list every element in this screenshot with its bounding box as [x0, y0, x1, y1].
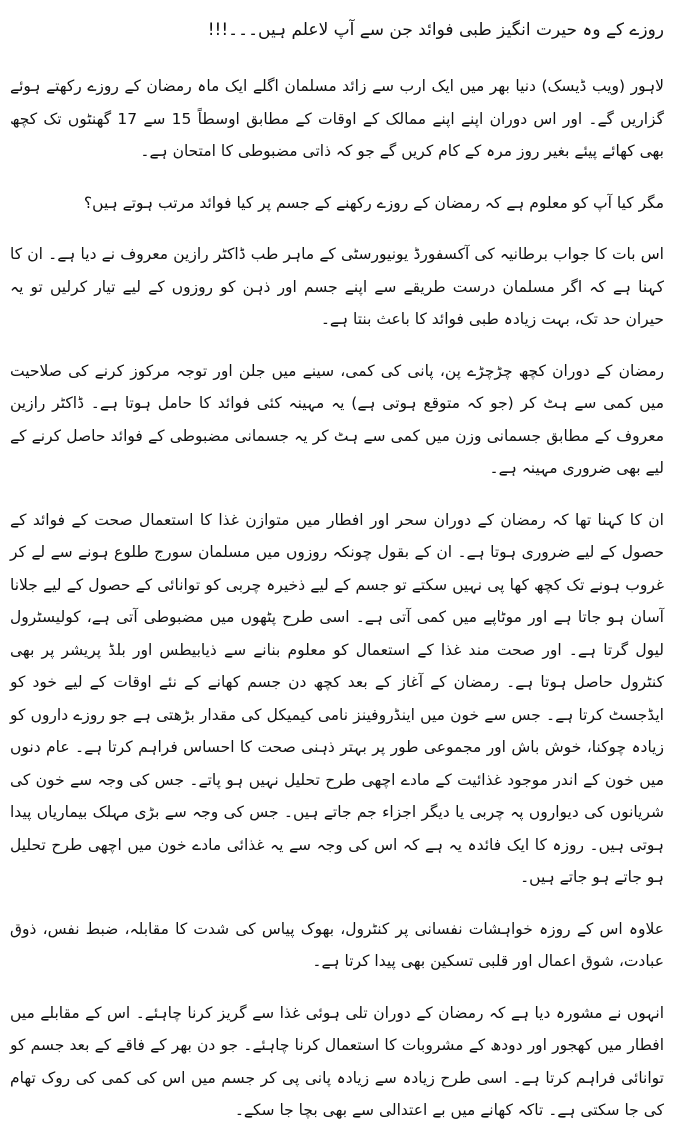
article-title: روزے کے وہ حیرت انگیز طبی فوائد جن سے آپ لاعلم ہیں۔۔۔!!!	[207, 20, 664, 40]
article-paragraph-advice: انہوں نے مشورہ دیا ہے کہ رمضان کے دوران تلی ہوئی غذا سے گریز کرنا چاہئے۔ اس کے مقابلے میں افطار میں کھجور اور دودھ کے مشروبات کا استعمال کرنا چاہئے۔ جو دن بھر کے فاقے کے بعد جسم کو توانائی فراہم کرتا ہے۔ اسی طرح زیادہ سے زیادہ پانی پی کر جسم میں اس کی کمی کی روک تھام کی جا سکتی ہے۔ تاکہ کھانے میں بے اعتدالی سے بھی بچا جا سکے۔	[10, 1003, 664, 1119]
article-paragraph-spiritual: علاوہ اس کے روزہ خواہشات نفسانی پر کنٹرول، بھوک پیاس کی شدت کا مقابلہ، ضبط نفس، ذوق عبادت، شوق اعمال اور قلبی تسکین بھی پیدا کرتا ہے۔	[10, 919, 664, 970]
article-paragraph-diet: ان کا کہنا تھا کہ رمضان کے دوران سحر اور افطار میں متوازن غذا کا استعمال صحت کے فوائد کے حصول کے لیے ضروری ہوتا ہے۔ ان کے بقول چونکہ روزوں میں مسلمان سورج طلوع ہونے سے لے کر غروب ہونے تک کچھ کھا پی نہیں سکتے تو جسم کے لیے ذخیرہ چربی کو توانائی کے حصول کے لیے جلانا آسان ہو جاتا ہے اور موٹاپے میں کمی آتی ہے۔ اسی طرح پٹھوں میں مضبوطی آتی ہے، کولیسٹرول لیول گرتا ہے۔ اور صحت مند غذا کے استعمال کو معلوم بنانے سے ذیابیطس اور بلڈ پریشر پر بھی کنٹرول حاصل ہوتا ہے۔ رمضان کے آغاز کے بعد کچھ دن جسم کھانے کے نئے اوقات کے لیے خود کو ایڈجسٹ کرتا ہے۔ جس سے خون میں اینڈروفینز نامی کیمیکل کی مقدار بڑھتی ہے جو روزے داروں کو زیادہ چوکنا، خوش باش اور مجموعی طور پر بہتر ذہنی صحت کا احساس فراہم کرتا ہے۔ عام دنوں میں خون کے اندر موجود غذائیت کے مادے اچھی طرح تحلیل نہیں ہو پاتے۔ جس کی وجہ سے خون کی شریانوں کی دیواروں پہ چربی یا دیگر اجزاء جم جاتے ہیں۔ جس کی وجہ سے بڑی مہلک بیماریاں پیدا ہوتی ہیں۔ روزہ کا ایک فائدہ یہ ہے کہ اس کی وجہ سے یہ غذائی مادے خون میں اچھی طرح تحلیل ہو جاتے ہو جاتے ہیں۔	[10, 510, 664, 886]
article-paragraph-answer: اس بات کا جواب برطانیہ کی آکسفورڈ یونیورسٹی کے ماہر طب ڈاکٹر رازین معروف نے دیا ہے۔ ان کا کہنا ہے کہ اگر مسلمان درست طریقے سے اپنے جسم اور ذہن کو روزوں کے لیے تیار کرلیں تو یہ حیران حد تک، بہت زیادہ طبی فوائد کا باعث بنتا ہے۔	[10, 245, 664, 328]
article-paragraph-benefits: رمضان کے دوران کچھ چڑچڑے پن، پانی کی کمی، سینے میں جلن اور توجہ مرکوز کرنے کی صلاحیت میں کمی سے ہٹ کر (جو کہ متوقع ہوتی ہے) یہ مہینہ کئی فوائد کا حامل ہوتا ہے۔ ڈاکٹر رازین معروف کے مطابق جسمانی وزن میں کمی سے ہٹ کر یہ جسمانی مضبوطی کے فوائد حاصل کرنے کے لیے بھی ضروری مہینہ ہے۔	[10, 361, 664, 477]
article-paragraph-intro: لاہور (ویب ڈیسک) دنیا بھر میں ایک ارب سے زائد مسلمان اگلے ایک ماہ رمضان کے روزے رکھتے ہوئے گزاریں گے۔ اور اس دوران اپنے اپنے ممالک کے اوقات کے مطابق اوسطاً 15 سے 17 گھنٹوں تک کچھ بھی کھائے پیئے بغیر روز مرہ کے کام کریں گے جو کہ ذاتی مضبوطی کا امتحان ہے۔	[10, 77, 664, 160]
article-paragraph-question: مگر کیا آپ کو معلوم ہے کہ رمضان کے روزے رکھنے کے جسم پر کیا فوائد مرتب ہوتے ہیں؟	[83, 193, 664, 212]
